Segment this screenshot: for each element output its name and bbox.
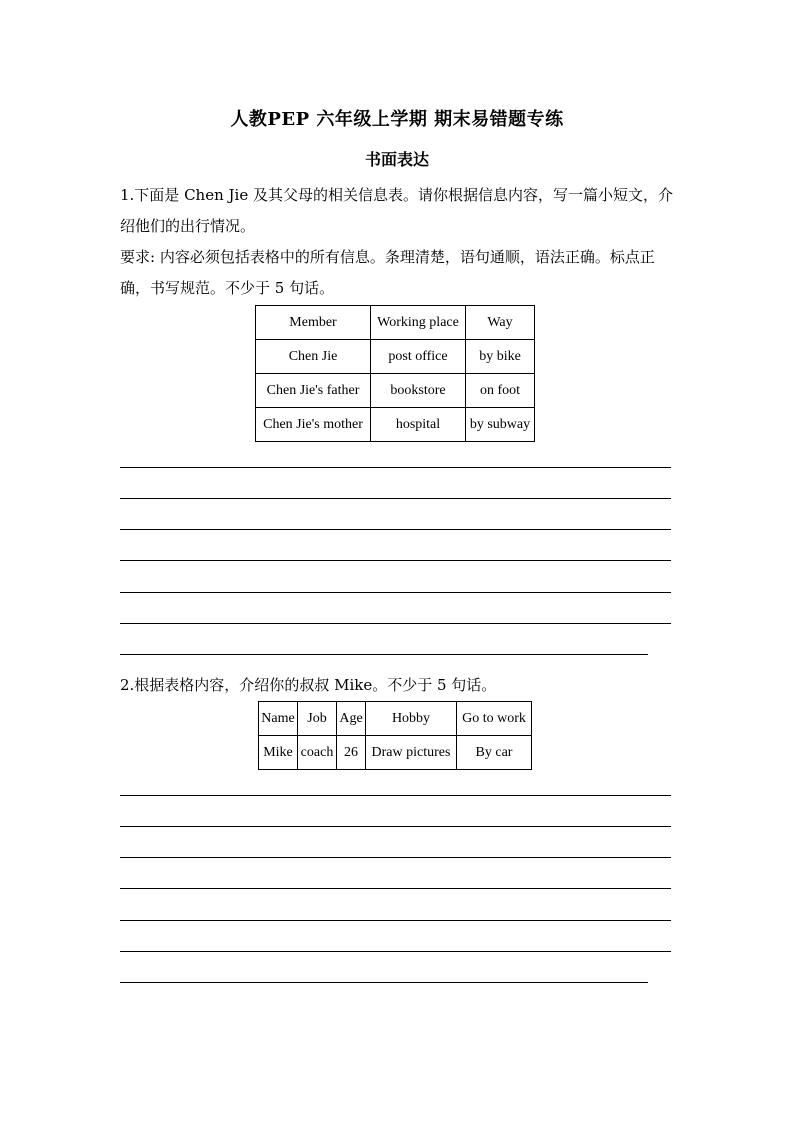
table-cell: Chen Jie's mother	[256, 408, 371, 442]
table-cell: post office	[371, 340, 466, 374]
table-header-cell: Member	[256, 306, 371, 340]
writing-line[interactable]	[120, 888, 671, 889]
table-cell: on foot	[466, 374, 535, 408]
table-cell: Mike	[259, 736, 298, 770]
table-row	[256, 374, 535, 408]
q2-info-table	[258, 701, 532, 770]
table-cell: bookstore	[371, 374, 466, 408]
writing-line[interactable]	[120, 654, 648, 655]
writing-line[interactable]	[120, 529, 671, 530]
section-title: 书面表达	[364, 150, 429, 169]
q2-prompt: 2.根据表格内容，介绍你的叔叔 Mike。不少于 5 句话。	[120, 676, 497, 694]
table-header-row	[259, 702, 532, 736]
table-header-cell: Go to work	[457, 702, 532, 736]
table-row	[259, 736, 532, 770]
writing-line[interactable]	[120, 498, 671, 499]
writing-line[interactable]	[120, 857, 671, 858]
q1-prompt: 1.下面是 Chen Jie 及其父母的相关信息表。请你根据信息内容，写一篇小短文，介绍他们的出行情况。	[120, 186, 673, 235]
writing-line[interactable]	[120, 826, 671, 827]
table-cell: Chen Jie	[256, 340, 371, 374]
writing-line[interactable]	[120, 951, 671, 952]
writing-line[interactable]	[120, 623, 671, 624]
table-row	[256, 340, 535, 374]
table-header-row	[256, 306, 535, 340]
table-header-cell: Name	[259, 702, 298, 736]
table-cell: 26	[337, 736, 366, 770]
table-cell: Chen Jie's father	[256, 374, 371, 408]
table-cell: by bike	[466, 340, 535, 374]
writing-line[interactable]	[120, 467, 671, 468]
page-title: 人教PEP 六年级上学期 期末易错题专练	[230, 109, 564, 130]
table-header-cell: Hobby	[366, 702, 457, 736]
q1-info-table	[255, 305, 535, 442]
writing-line[interactable]	[120, 920, 671, 921]
table-cell: By car	[457, 736, 532, 770]
table-cell: Draw pictures	[366, 736, 457, 770]
table-cell: hospital	[371, 408, 466, 442]
writing-line[interactable]	[120, 592, 671, 593]
writing-line[interactable]	[120, 560, 671, 561]
table-cell: by subway	[466, 408, 535, 442]
table-row	[256, 408, 535, 442]
table-header-cell: Way	[466, 306, 535, 340]
table-header-cell: Age	[337, 702, 366, 736]
writing-line[interactable]	[120, 795, 671, 796]
table-cell: coach	[298, 736, 337, 770]
writing-line[interactable]	[120, 982, 648, 983]
q1-requirement: 要求: 内容必须包括表格中的所有信息。条理清楚，语句通顺，语法正确。标点正确，书写规范。不少于 5 句话。	[120, 248, 655, 297]
table-header-cell: Job	[298, 702, 337, 736]
table-header-cell: Working place	[371, 306, 466, 340]
